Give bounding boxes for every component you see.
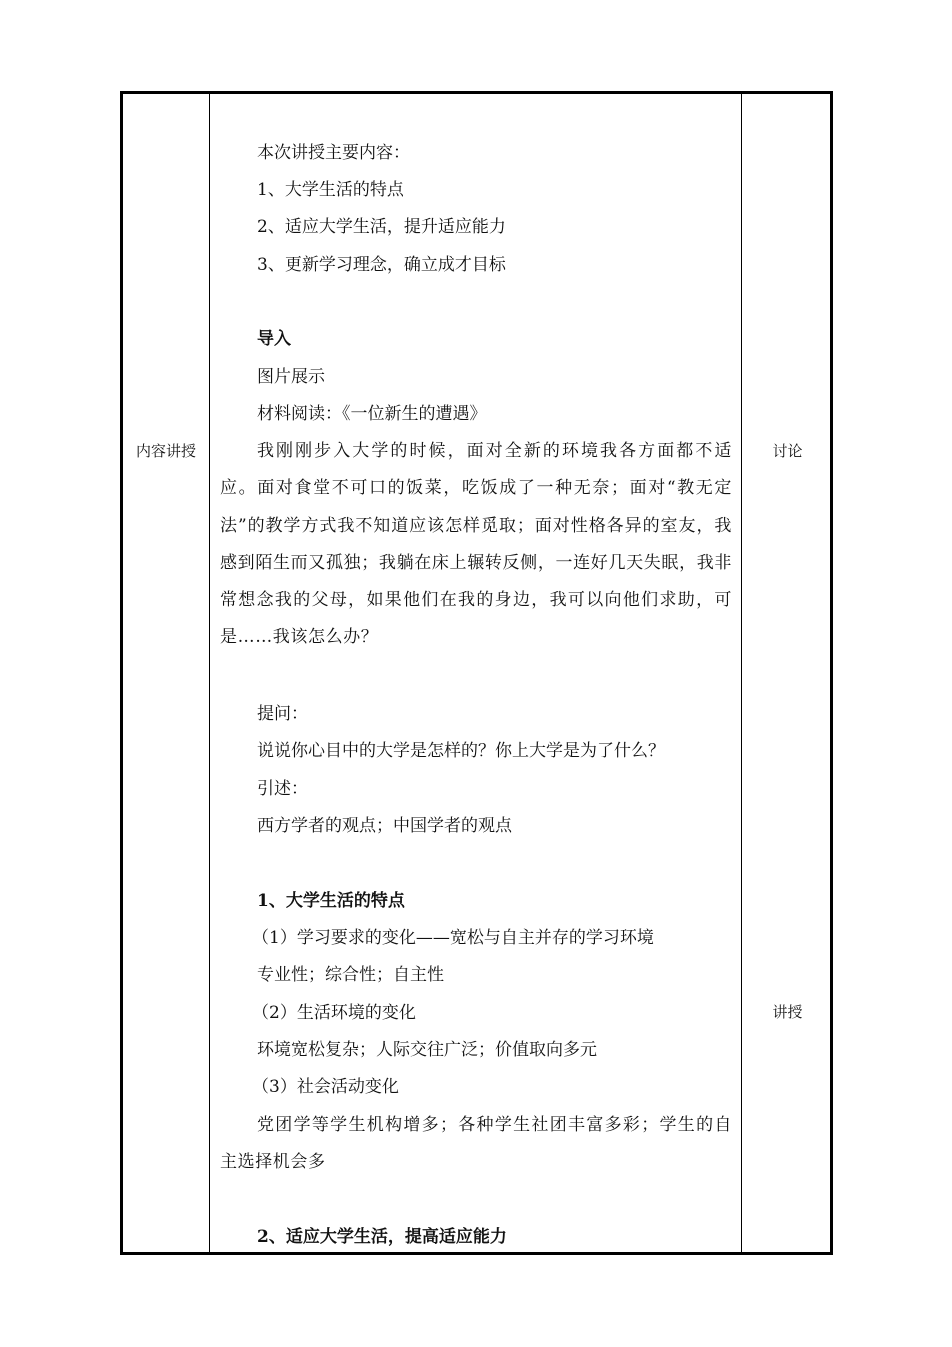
question-text: 说说你心目中的大学是怎样的？你上大学是为了什么？ (257, 741, 665, 761)
overview-item: 1、大学生活的特点 (257, 180, 404, 200)
method-label-discussion: 讨论 (772, 442, 803, 460)
overview-item: 2、适应大学生活，提升适应能力 (257, 217, 506, 237)
section1-paragraph: 党团学等学生机构增多；各种学生社团丰富多彩；学生的自主选择机会多 (220, 1115, 732, 1172)
citation-text: 西方学者的观点；中国学者的观点 (257, 816, 512, 836)
section1-heading: 1、大学生活的特点 (257, 891, 405, 911)
question-label: 提问： (257, 704, 308, 724)
section1-point: （2）生活环境的变化 (252, 1003, 416, 1023)
section1-point: （3）社会活动变化 (252, 1077, 399, 1097)
intro-heading: 导入 (257, 329, 291, 349)
picture-display-label: 图片展示 (257, 367, 325, 387)
section1-point: 专业性；综合性；自主性 (257, 965, 444, 985)
lesson-plan-table (120, 91, 833, 1255)
section1-point: 环境宽松复杂；人际交往广泛；价值取向多元 (257, 1040, 597, 1060)
section2-heading: 2、适应大学生活，提高适应能力 (257, 1227, 507, 1247)
citation-label: 引述： (257, 779, 308, 799)
overview-item: 3、更新学习理念，确立成才目标 (257, 255, 506, 275)
section1-point: （1）学习要求的变化——宽松与自主并存的学习环境 (252, 928, 654, 948)
column-divider-left (209, 94, 210, 1252)
overview-title: 本次讲授主要内容： (257, 143, 410, 163)
story-paragraph: 我刚刚步入大学的时候，面对全新的环境我各方面都不适应。面对食堂不可口的饭菜，吃饭成了一种无奈；面对“教无定法”的教学方式我不知道应该怎样觅取；面对性格各异的室友，我感到陌生而又孤独；我躺在床上辗转反侧，一连好几天失眠，我非常想念我的父母，如果他们在我的身边，我可以向他们求助，可是……我该怎么办？ (220, 441, 732, 648)
section-label: 内容讲授 (135, 442, 196, 460)
material-reading-label: 材料阅读：《一位新生的遭遇》 (257, 404, 487, 424)
method-label-lecture: 讲授 (772, 1003, 803, 1021)
column-divider-right (741, 94, 742, 1252)
